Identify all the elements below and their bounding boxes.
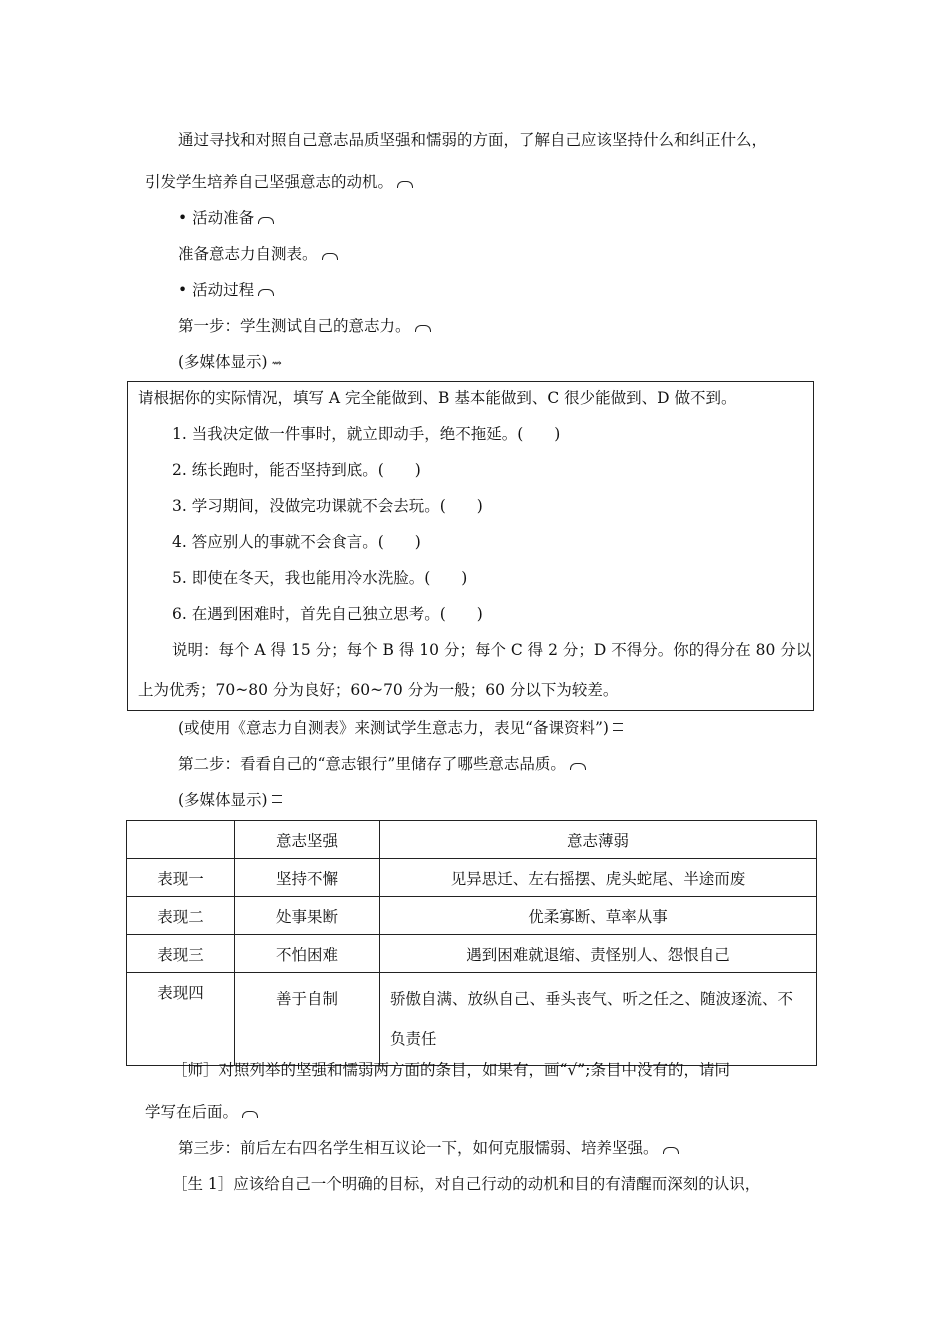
table-cell: 优柔寡断、草率从事 [380, 897, 817, 935]
survey-box [127, 381, 814, 711]
survey-item: 4. 答应别人的事就不会食言。( ) [172, 533, 421, 551]
media1-content: (多媒体显示) [178, 353, 268, 371]
step1-text [178, 314, 431, 336]
table-cell: 骄傲自满、放纵自己、垂头丧气、听之任之、随波逐流、不负责任 [380, 973, 817, 1066]
after-survey-text [178, 716, 623, 738]
step3-content: 第三步：前后左右四名学生相互议论一下，如何克服懦弱、培养坚强。 [178, 1139, 659, 1157]
after-survey-content: (或使用《意志力自测表》来测试学生意志力，表见“备课资料”) [178, 719, 609, 737]
table-header-cell [127, 821, 235, 859]
editor-mark-icon [415, 325, 431, 332]
table-header-row [127, 821, 817, 859]
survey-instruction: 请根据你的实际情况，填写 A 完全能做到、B 基本能做到、C 很少能做到、D 做不到。 [138, 389, 737, 407]
table-cell: 坚持不懈 [235, 859, 380, 897]
process-heading-text: • 活动过程 [178, 281, 255, 299]
step3-text [178, 1136, 679, 1158]
table-header-cell: 意志坚强 [235, 821, 380, 859]
editor-mark-icon [272, 795, 282, 803]
survey-item: 2. 练长跑时，能否坚持到底。( ) [172, 461, 421, 479]
table-cell: 表现三 [127, 935, 235, 973]
table-row [127, 859, 817, 897]
willpower-table [126, 820, 817, 1066]
survey-note-line-2: 上为优秀；70~80 分为良好；60~70 分为一般；60 分以下为较差。 [138, 681, 619, 699]
step2-content: 第二步：看看自己的“意志银行”里储存了哪些意志品质。 [178, 755, 566, 773]
table-cell: 遇到困难就退缩、责怪别人、怨恨自己 [380, 935, 817, 973]
editor-mark-icon [322, 253, 338, 260]
prep-heading-text: • 活动准备 [178, 209, 255, 227]
editor-mark-icon [242, 1111, 258, 1118]
table-header-cell: 意志薄弱 [380, 821, 817, 859]
media2-content: (多媒体显示) [178, 791, 268, 809]
prep-text [178, 242, 338, 264]
intro-line-2-text: 引发学生培养自己坚强意志的动机。 [145, 173, 394, 191]
table-cell: 善于自制 [235, 973, 380, 1066]
editor-mark-icon [663, 1147, 679, 1154]
prep-heading [178, 206, 274, 228]
table-cell: 表现一 [127, 859, 235, 897]
editor-mark-icon [397, 181, 413, 188]
survey-item: 6. 在遇到困难时，首先自己独立思考。( ) [172, 605, 483, 623]
table-cell: 处事果断 [235, 897, 380, 935]
table-row [127, 897, 817, 935]
teacher-line-1: ［师］对照列举的坚强和懦弱两方面的条目，如果有，画“√”;条目中没有的，请同 [172, 1061, 730, 1079]
survey-item: 3. 学习期间，没做完功课就不会去玩。( ) [172, 497, 483, 515]
table-cell: 见异思迁、左右摇摆、虎头蛇尾、半途而废 [380, 859, 817, 897]
step1-content: 第一步：学生测试自己的意志力。 [178, 317, 411, 335]
editor-mark-icon [258, 217, 274, 224]
survey-note-line-1: 说明：每个 A 得 15 分；每个 B 得 10 分；每个 C 得 2 分；D 不得分。你的得分在 80 分以 [172, 641, 812, 659]
editor-mark-icon [258, 289, 274, 296]
media1-text [178, 350, 282, 372]
process-heading [178, 278, 274, 300]
intro-line-2 [145, 170, 413, 192]
intro-line-1: 通过寻找和对照自己意志品质坚强和懦弱的方面，了解自己应该坚持什么和纠正什么， [178, 131, 768, 149]
prep-text-content: 准备意志力自测表。 [178, 245, 318, 263]
table-row [127, 973, 817, 1066]
table-cell: 不怕困难 [235, 935, 380, 973]
teacher-line-2 [145, 1100, 258, 1122]
editor-mark-icon [613, 723, 623, 731]
survey-item: 5. 即使在冬天，我也能用冷水洗脸。( ) [172, 569, 468, 587]
teacher-line-2-text: 学写在后面。 [145, 1103, 239, 1121]
media2-text [178, 788, 282, 810]
student1-text: ［生 1］应该给自己一个明确的目标，对自己行动的动机和目的有清醒而深刻的认识， [172, 1175, 761, 1193]
table-cell: 表现四 [127, 973, 235, 1066]
table-cell: 表现二 [127, 897, 235, 935]
media-symbol-icon: ⇝ [271, 356, 282, 370]
editor-mark-icon [570, 763, 586, 770]
step2-text [178, 752, 586, 774]
table-row [127, 935, 817, 973]
survey-item: 1. 当我决定做一件事时，就立即动手，绝不拖延。( ) [172, 425, 561, 443]
